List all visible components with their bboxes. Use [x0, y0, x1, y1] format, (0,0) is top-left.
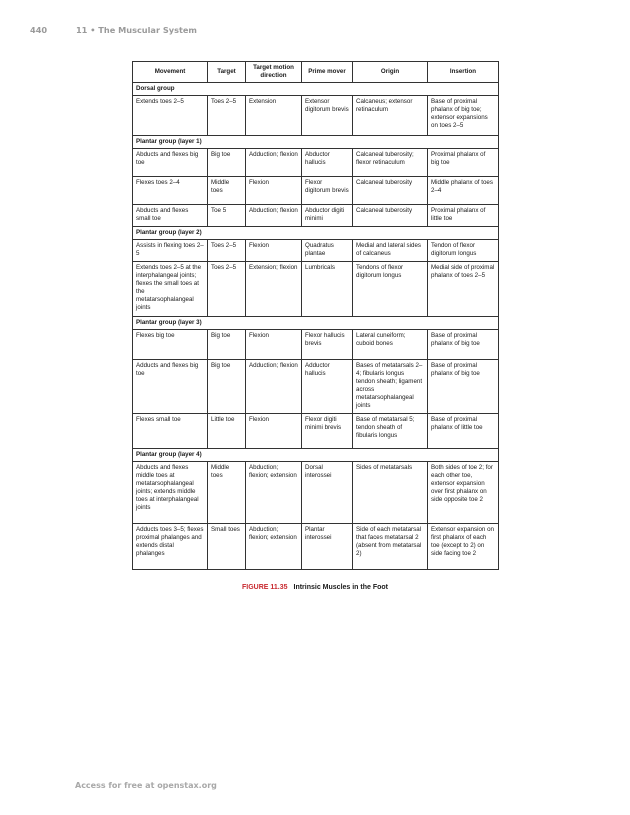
table-cell: Assists in flexing toes 2–5 [133, 240, 208, 262]
section-row [133, 317, 499, 330]
table-cell: Small toes [208, 524, 246, 570]
table-cell: Adductor hallucis [302, 360, 353, 414]
table-cell: Tendon of flexor digitorum longus [428, 240, 499, 262]
table-cell: Proximal phalanx of little toe [428, 205, 499, 227]
table-cell: Middle toes [208, 177, 246, 205]
table-cell: Extension [246, 96, 302, 136]
table-cell: Calcaneal tuberosity [353, 205, 428, 227]
table-cell: Big toe [208, 360, 246, 414]
table-cell: Flexes small toe [133, 414, 208, 449]
table-cell: Extensor expansion on first phalanx of each toe (except to 2) on side facing toe 2 [428, 524, 499, 570]
page-footer: Access for free at openstax.org [75, 781, 217, 790]
table-row [133, 330, 499, 360]
table-body [133, 83, 499, 570]
table-cell: Quadratus plantae [302, 240, 353, 262]
table-cell: Abduction; flexion [246, 205, 302, 227]
column-header: Origin [353, 62, 428, 83]
table-cell: Abducts and flexes big toe [133, 149, 208, 177]
table-row [133, 414, 499, 449]
table-cell: Extends toes 2–5 at the interphalangeal joints; flexes the small toes at the metatarsophalangeal joints [133, 262, 208, 317]
table-cell: Abductor digiti minimi [302, 205, 353, 227]
table-cell: Flexes big toe [133, 330, 208, 360]
figure-caption [132, 584, 498, 591]
table-cell: Adduction; flexion [246, 360, 302, 414]
table-cell: Flexion [246, 330, 302, 360]
column-header: Movement [133, 62, 208, 83]
figure-label: FIGURE 11.35 [241, 584, 288, 591]
table-cell: Base of proximal phalanx of big toe [428, 330, 499, 360]
table-cell: Abduction; flexion; extension [246, 524, 302, 570]
table-cell: Lateral cuneiform; cuboid bones [353, 330, 428, 360]
table-cell: Adducts and flexes big toe [133, 360, 208, 414]
table-header-row [133, 62, 499, 83]
section-title: Plantar group (layer 2) [133, 227, 499, 240]
figure-title: Intrinsic Muscles in the Foot [293, 584, 389, 591]
table-cell: Flexion [246, 177, 302, 205]
table-cell: Abduction; flexion; extension [246, 462, 302, 524]
section-row [133, 136, 499, 149]
chapter-title: 11 • The Muscular System [75, 25, 197, 35]
table-cell: Toe 5 [208, 205, 246, 227]
table-cell: Flexion [246, 240, 302, 262]
table-cell: Base of proximal phalanx of big toe; extensor expansions on toes 2–5 [428, 96, 499, 136]
column-header: Insertion [428, 62, 499, 83]
table-cell: Medial side of proximal phalanx of toes 2–5 [428, 262, 499, 317]
table-cell: Base of proximal phalanx of big toe [428, 360, 499, 414]
table-cell: Toes 2–5 [208, 240, 246, 262]
table-cell: Abducts and flexes small toe [133, 205, 208, 227]
table-row [133, 462, 499, 524]
table-cell: Flexor hallucis brevis [302, 330, 353, 360]
table-cell: Flexion [246, 414, 302, 449]
table-cell: Toes 2–5 [208, 96, 246, 136]
table-row [133, 205, 499, 227]
table-cell: Base of proximal phalanx of little toe [428, 414, 499, 449]
table-row [133, 149, 499, 177]
table-cell: Adduction; flexion [246, 149, 302, 177]
table-cell: Sides of metatarsals [353, 462, 428, 524]
table-row [133, 262, 499, 317]
table-cell: Little toe [208, 414, 246, 449]
table-cell: Tendons of flexor digitorum longus [353, 262, 428, 317]
table-cell: Toes 2–5 [208, 262, 246, 317]
section-title: Plantar group (layer 3) [133, 317, 499, 330]
section-title: Plantar group (layer 1) [133, 136, 499, 149]
table-cell: Proximal phalanx of big toe [428, 149, 499, 177]
column-header: Target [208, 62, 246, 83]
table-row [133, 96, 499, 136]
table-cell: Abductor hallucis [302, 149, 353, 177]
section-row [133, 449, 499, 462]
table-cell: Flexes toes 2–4 [133, 177, 208, 205]
column-header: Prime mover [302, 62, 353, 83]
table-row [133, 524, 499, 570]
table-cell: Extension; flexion [246, 262, 302, 317]
table-cell: Calcaneus; extensor retinaculum [353, 96, 428, 136]
table-cell: Big toe [208, 149, 246, 177]
table-cell: Bases of metatarsals 2–4; fibularis longus tendon sheath; ligament across metatarsophalangeal joints [353, 360, 428, 414]
section-row [133, 83, 499, 96]
table-cell: Both sides of toe 2; for each other toe, extensor expansion over first phalanx on side opposite toe 2 [428, 462, 499, 524]
table-cell: Middle toes [208, 462, 246, 524]
section-row [133, 227, 499, 240]
table-cell: Base of metatarsal 5; tendon sheath of fibularis longus [353, 414, 428, 449]
table-row [133, 240, 499, 262]
table-cell: Lumbricals [302, 262, 353, 317]
table-cell: Extensor digitorum brevis [302, 96, 353, 136]
table-cell: Flexor digitorum brevis [302, 177, 353, 205]
table-cell: Dorsal interossei [302, 462, 353, 524]
table-cell: Adducts toes 3–5; flexes proximal phalanges and extends distal phalanges [133, 524, 208, 570]
muscle-table [132, 61, 499, 570]
table-cell: Flexor digiti minimi brevis [302, 414, 353, 449]
table-row [133, 177, 499, 205]
table-cell: Middle phalanx of toes 2–4 [428, 177, 499, 205]
table-cell: Medial and lateral sides of calcaneus [353, 240, 428, 262]
section-title: Dorsal group [133, 83, 499, 96]
table-cell: Calcaneal tuberosity [353, 177, 428, 205]
table-cell: Extends toes 2–5 [133, 96, 208, 136]
table-cell: Calcaneal tuberosity; flexor retinaculum [353, 149, 428, 177]
page-header [30, 25, 197, 35]
column-header: Target motion direction [246, 62, 302, 83]
table-cell: Abducts and flexes middle toes at metatarsophalangeal joints; extends middle toes at interphalangeal joints [133, 462, 208, 524]
table-cell: Side of each metatarsal that faces metatarsal 2 (absent from metatarsal 2) [353, 524, 428, 570]
page-number: 440 [30, 25, 48, 35]
table-cell: Big toe [208, 330, 246, 360]
section-title: Plantar group (layer 4) [133, 449, 499, 462]
table-row [133, 360, 499, 414]
table-cell: Plantar interossei [302, 524, 353, 570]
